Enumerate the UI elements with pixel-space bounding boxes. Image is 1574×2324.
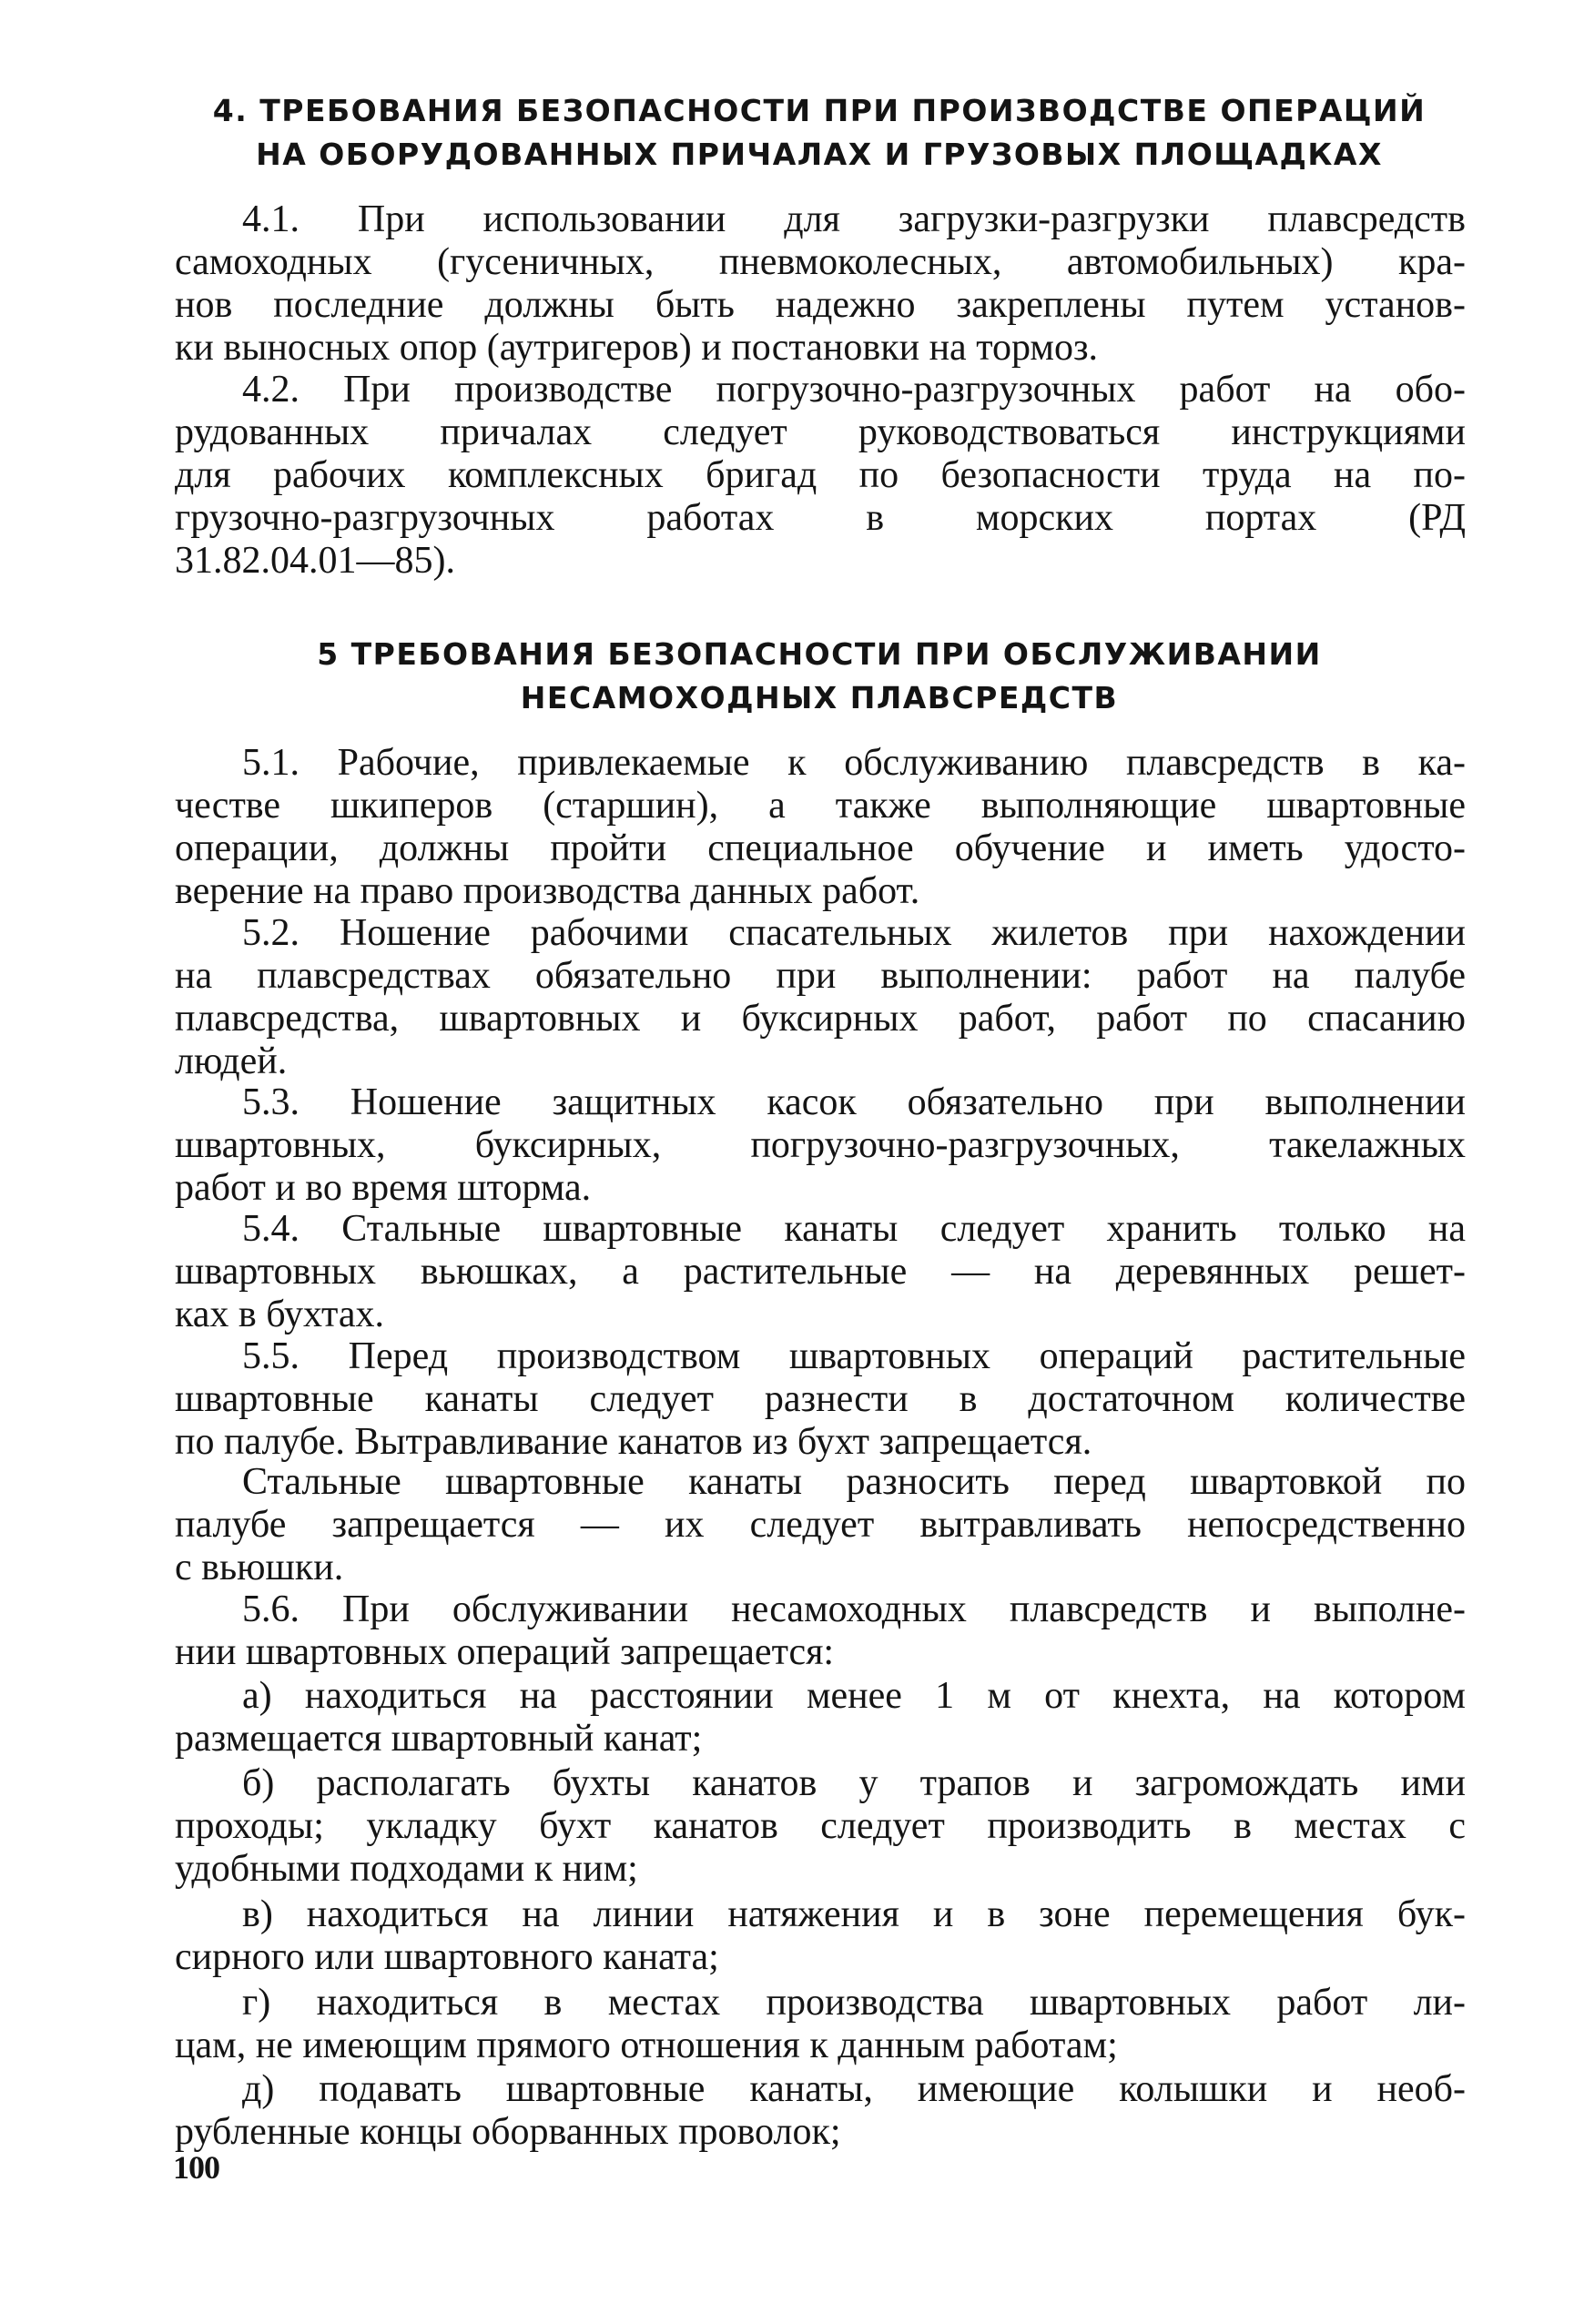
- page-number: 100: [173, 2149, 219, 2186]
- text-line: швартовные канаты следует разнести в достаточном количестве: [175, 1378, 1466, 1420]
- paragraph-5-3: [175, 1081, 1466, 1210]
- paragraph-5-1: [175, 742, 1466, 913]
- paragraph-5-5-continued: [175, 1461, 1466, 1589]
- text-line: работ и во время шторма.: [175, 1167, 592, 1209]
- text-line: честве шкиперов (старшин), а также выполняющие швартовные: [175, 785, 1466, 827]
- paragraph-5-6: [175, 1588, 1466, 1674]
- text-line: а) находиться на расстоянии менее 1 м от кнехта, на котором: [242, 1675, 1466, 1717]
- text-line: 4.2. При производстве погрузочно-разгрузочных работ на обо-: [242, 369, 1466, 411]
- paragraph-5-4: [175, 1208, 1466, 1336]
- text-line: ках в бухтах.: [175, 1294, 384, 1335]
- text-line: в) находиться на линии натяжения и в зоне перемещения бук-: [242, 1893, 1466, 1935]
- text-line: г) находиться в местах производства швартовных работ ли-: [242, 1982, 1466, 2024]
- paragraph-4-2: [175, 369, 1466, 583]
- text-line: операции, должны пройти специальное обучение и иметь удосто-: [175, 827, 1466, 869]
- text-line: на плавсредствах обязательно при выполнении: работ на палубе: [175, 955, 1466, 997]
- text-line: швартовных, буксирных, погрузочно-разгрузочных, такелажных: [175, 1124, 1466, 1166]
- text-line: ки выносных опор (аутригеров) и постановки на тормоз.: [175, 327, 1099, 369]
- text-line: 5.5. Перед производством швартовных операций растительные: [242, 1335, 1466, 1377]
- text-line: 5.6. При обслуживании несамоходных плавсредств и выполне-: [242, 1588, 1466, 1630]
- text-line: для рабочих комплексных бригад по безопасности труда на по-: [175, 454, 1466, 496]
- text-line: размещается швартовный канат;: [175, 1718, 703, 1760]
- text-line: швартовных вьюшках, а растительные — на деревянных решет-: [175, 1251, 1466, 1293]
- heading-line: 4. ТРЕБОВАНИЯ БЕЗОПАСНОСТИ ПРИ ПРОИЗВОДСТВЕ ОПЕРАЦИЙ: [212, 93, 1427, 128]
- list-item-d: [175, 2068, 1466, 2154]
- list-item-g: [175, 1982, 1466, 2067]
- text-line: сирного или швартовного каната;: [175, 1936, 719, 1978]
- text-line: нов последние должны быть надежно закреплены путем установ-: [175, 284, 1466, 326]
- text-line: цам, не имеющим прямого отношения к данным работам;: [175, 2025, 1118, 2066]
- section-5-heading: [173, 633, 1466, 720]
- text-line: людей.: [175, 1040, 288, 1082]
- text-line: верение на право производства данных работ.: [175, 870, 920, 912]
- list-item-v: [175, 1893, 1466, 1979]
- text-line: 31.82.04.01—85).: [175, 540, 455, 582]
- text-line: рудованных причалах следует руководствоваться инструкциями: [175, 411, 1466, 453]
- text-line: Стальные швартовные канаты разносить перед швартовкой по: [242, 1461, 1466, 1503]
- text-line: 5.2. Ношение рабочими спасательных жилетов при нахождении: [242, 912, 1466, 954]
- list-item-a: [175, 1675, 1466, 1761]
- text-line: с вьюшки.: [175, 1547, 344, 1588]
- text-line: нии швартовных операций запрещается:: [175, 1631, 835, 1673]
- text-line: д) подавать швартовные канаты, имеющие колышки и необ-: [242, 2068, 1466, 2110]
- text-line: плавсредства, швартовных и буксирных работ, работ по спасанию: [175, 998, 1466, 1040]
- paragraph-4-1: [175, 198, 1466, 370]
- text-line: палубе запрещается — их следует вытравливать непосредственно: [175, 1504, 1466, 1546]
- paragraph-5-5: [175, 1335, 1466, 1464]
- text-line: проходы; укладку бухт канатов следует производить в местах с: [175, 1805, 1466, 1847]
- text-line: 5.4. Стальные швартовные канаты следует хранить только на: [242, 1208, 1466, 1250]
- text-line: удобными подходами к ним;: [175, 1848, 638, 1890]
- text-line: грузочно-разгрузочных работах в морских портах (РД: [175, 497, 1466, 539]
- section-4-heading: [173, 89, 1466, 177]
- text-line: б) располагать бухты канатов у трапов и загромождать ими: [242, 1762, 1466, 1804]
- paragraph-5-2: [175, 912, 1466, 1083]
- text-line: 5.3. Ношение защитных касок обязательно при выполнении: [242, 1081, 1466, 1123]
- heading-line: НЕСАМОХОДНЫХ ПЛАВСРЕДСТВ: [520, 680, 1119, 715]
- heading-line: 5 ТРЕБОВАНИЯ БЕЗОПАСНОСТИ ПРИ ОБСЛУЖИВАНИИ: [317, 636, 1322, 672]
- list-item-b: [175, 1762, 1466, 1891]
- heading-line: НА ОБОРУДОВАННЫХ ПРИЧАЛАХ И ГРУЗОВЫХ ПЛОЩАДКАХ: [256, 137, 1383, 172]
- text-line: 5.1. Рабочие, привлекаемые к обслуживанию плавсредств в ка-: [242, 742, 1466, 784]
- text-line: рубленные концы оборванных проволок;: [175, 2111, 841, 2153]
- text-line: самоходных (гусеничных, пневмоколесных, автомобильных) кра-: [175, 241, 1466, 283]
- text-line: 4.1. При использовании для загрузки-разгрузки плавсредств: [242, 198, 1466, 240]
- text-line: по палубе. Вытравливание канатов из бухт запрещается.: [175, 1421, 1092, 1463]
